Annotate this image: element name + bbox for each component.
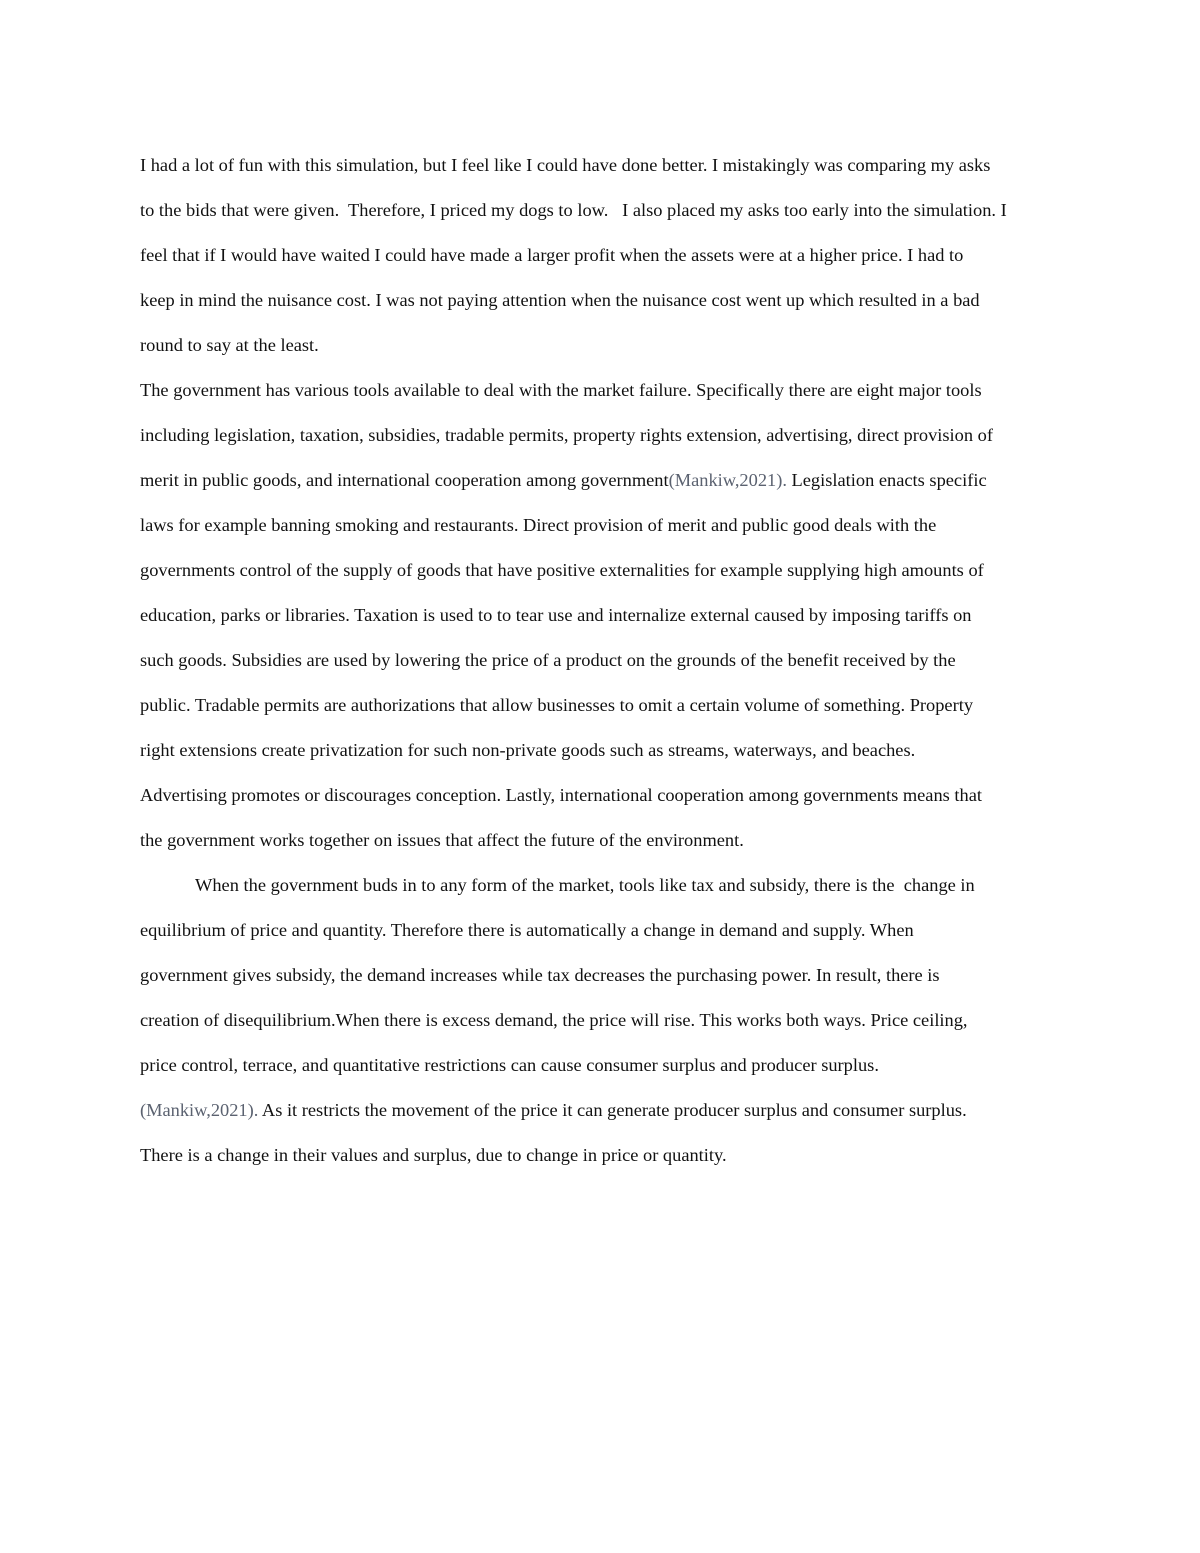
paragraph-simulation-reflection <box>140 143 1060 368</box>
paragraph-line: round to say at the least. <box>140 335 319 355</box>
paragraph-line: feel that if I would have waited I could have made a larger profit when the assets were at a higher price. I had to <box>140 245 964 265</box>
paragraph-line: The government has various tools available to deal with the market failure. Specifically there are eight major tools <box>140 380 982 400</box>
line-text: merit in public goods, and international cooperation among government <box>140 470 669 490</box>
paragraph-line: price control, terrace, and quantitative restrictions can cause consumer surplus and producer surplus. <box>140 1055 879 1075</box>
paragraph-line: public. Tradable permits are authorizations that allow businesses to omit a certain volume of something. Property <box>140 695 974 715</box>
paragraph-line: government gives subsidy, the demand increases while tax decreases the purchasing power. In result, there is <box>140 965 940 985</box>
paragraph-line: When the government buds in to any form of the market, tools like tax and subsidy, there is the change in <box>195 875 975 895</box>
paragraph-line-with-citation <box>140 1088 1060 1133</box>
line-text: Legislation enacts specific <box>786 470 987 490</box>
paragraph-line: to the bids that were given. Therefore, I priced my dogs to low. I also placed my asks too early into the simulation. I <box>140 200 1007 220</box>
paragraph-line: equilibrium of price and quantity. Therefore there is automatically a change in demand and supply. When <box>140 920 914 940</box>
paragraph-line-with-citation <box>140 458 1060 503</box>
paragraph-government-tools <box>140 368 1060 863</box>
paragraph-line: right extensions create privatization for such non-private goods such as streams, waterways, and beaches. <box>140 740 916 760</box>
paragraph-line: governments control of the supply of goods that have positive externalities for example supplying high amounts of <box>140 560 984 580</box>
document-body <box>140 143 1060 1178</box>
citation: (Mankiw,2021). <box>668 470 787 490</box>
paragraph-line: the government works together on issues that affect the future of the environment. <box>140 830 744 850</box>
citation: (Mankiw,2021). <box>140 1100 259 1120</box>
paragraph-line: I had a lot of fun with this simulation, but I feel like I could have done better. I mistakingly was comparing my asks <box>140 155 991 175</box>
paragraph-line: laws for example banning smoking and restaurants. Direct provision of merit and public good deals with the <box>140 515 937 535</box>
paragraph-line: such goods. Subsidies are used by lowering the price of a product on the grounds of the benefit received by the <box>140 650 956 670</box>
paragraph-line: creation of disequilibrium.When there is excess demand, the price will rise. This works both ways. Price ceiling, <box>140 1010 968 1030</box>
paragraph-line: keep in mind the nuisance cost. I was not paying attention when the nuisance cost went up which resulted in a bad <box>140 290 980 310</box>
paragraph-line: There is a change in their values and surplus, due to change in price or quantity. <box>140 1145 727 1165</box>
paragraph-line: including legislation, taxation, subsidies, tradable permits, property rights extension, advertising, direct provision of <box>140 425 993 445</box>
paragraph-line: Advertising promotes or discourages conception. Lastly, international cooperation among governments means that <box>140 785 982 805</box>
line-text: As it restricts the movement of the price it can generate producer surplus and consumer surplus. <box>258 1100 967 1120</box>
paragraph-line: education, parks or libraries. Taxation is used to to tear use and internalize external caused by imposing tariffs on <box>140 605 972 625</box>
paragraph-market-intervention <box>140 863 1060 1178</box>
